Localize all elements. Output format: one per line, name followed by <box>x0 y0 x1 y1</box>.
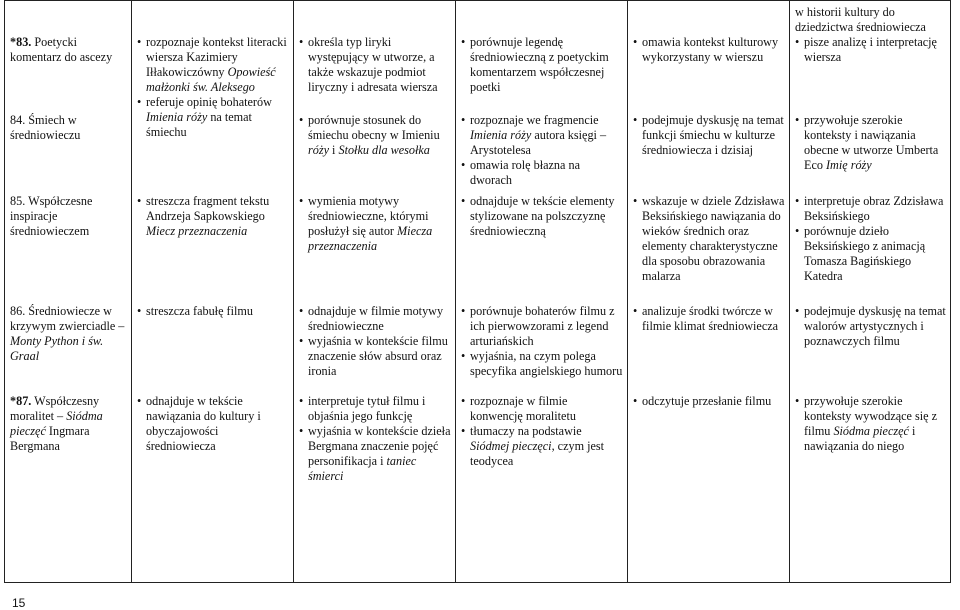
col2-seg-4 <box>137 394 289 454</box>
list-item: • rozpoznaje w filmie konwencję moralitetu <box>461 394 623 424</box>
list-item: • omawia rolę błazna na dworach <box>461 158 623 188</box>
list-item: • pisze analizę i interpretację wiersza <box>795 35 946 65</box>
list-item: • przywołuje szerokie konteksty wywodzące się z filmu Siódma pieczęć i nawiązania do niego <box>795 394 946 454</box>
col3-seg-2 <box>299 113 451 158</box>
col6-seg-4 <box>795 304 946 349</box>
col5-seg-4 <box>633 304 785 334</box>
list-item: • streszcza fabułę filmu <box>137 304 289 319</box>
list-item: • rozpoznaje we fragmencie Imienia róży autora księgi – Arystotelesa <box>461 113 623 158</box>
lesson-84: 84. Śmiech w średniowieczu <box>10 113 81 142</box>
col5-seg-3 <box>633 194 785 284</box>
col5-seg-1 <box>633 35 785 65</box>
page-number: 15 <box>12 596 26 610</box>
list-item: • wyjaśnia w kontekście dzieła Bergmana znaczenie pojęć personifikacja i taniec śmierci <box>299 424 451 484</box>
column-outstanding <box>790 1 951 583</box>
list-item: • referuje opinię bohaterów Imienia róży na temat śmiechu <box>137 95 289 140</box>
col6-seg-2 <box>795 113 946 173</box>
list-item: • przywołuje szerokie konteksty i nawiązania obecne w utworze Umberta Eco Imię róży <box>795 113 946 173</box>
col6-seg-3 <box>795 194 946 284</box>
column-intermediate <box>294 1 456 583</box>
lesson-column <box>5 1 132 583</box>
col3-seg-5 <box>299 394 451 484</box>
list-item: • porównuje bohaterów filmu z ich pierwowzorami z legend arturiańskich <box>461 304 623 349</box>
col4-seg-3 <box>461 194 623 239</box>
list-item: • odnajduje w tekście nawiązania do kultury i obyczajowości średniowiecza <box>137 394 289 454</box>
list-item: • porównuje stosunek do śmiechu obecny w Imieniu róży i Stołku dla wesołka <box>299 113 451 158</box>
list-item: • analizuje środki twórcze w filmie klimat średniowiecza <box>633 304 785 334</box>
col3-seg-3 <box>299 194 451 254</box>
list-item: • podejmuje dyskusję na temat funkcji śmiechu w kulturze średniowiecza i dzisiaj <box>633 113 785 158</box>
list-item: • interpretuje obraz Zdzisława Beksińskiego <box>795 194 946 224</box>
col2-seg-3 <box>137 304 289 319</box>
list-item: • porównuje dzieło Beksińskiego z animacją Tomasza Bagińskiego Katedra <box>795 224 946 284</box>
col3-seg-4 <box>299 304 451 379</box>
column-expert <box>628 1 790 583</box>
col2-seg-2 <box>137 194 289 239</box>
list-item: • porównuje legendę średniowieczną z poetyckim komentarzem współczesnej poetki <box>461 35 623 95</box>
lesson-83: *83. Poetycki komentarz do ascezy <box>10 35 113 64</box>
col4-seg-2 <box>461 113 623 188</box>
list-item: • streszcza fragment tekstu Andrzeja Sapkowskiego Miecz przeznaczenia <box>137 194 289 239</box>
list-item: • odczytuje przesłanie filmu <box>633 394 785 409</box>
list-item: • wymienia motywy średniowieczne, którymi posłużył się autor Miecza przeznaczenia <box>299 194 451 254</box>
col2-seg-1 <box>137 35 289 140</box>
curriculum-table <box>4 0 951 583</box>
col5-seg-5 <box>633 394 785 409</box>
list-item: • odnajduje w filmie motywy średniowieczne <box>299 304 451 334</box>
col6-seg-5 <box>795 394 946 454</box>
list-item: • określa typ liryki występujący w utworze, a także wskazuje podmiot liryczny i adresata wiersza <box>299 35 451 95</box>
list-item: • tłumaczy na podstawie Siódmej pieczęci, czym jest teodycea <box>461 424 623 469</box>
lesson-85: 85. Współczesne inspiracje średniowieczem <box>10 194 93 238</box>
col4-seg-4 <box>461 304 623 379</box>
column-basic <box>132 1 294 583</box>
col4-seg-5 <box>461 394 623 469</box>
col3-seg-1 <box>299 35 451 95</box>
list-item: • odnajduje w tekście elementy stylizowane na polszczyznę średniowieczną <box>461 194 623 239</box>
list-item: • omawia kontekst kulturowy wykorzystany w wierszu <box>633 35 785 65</box>
lesson-86: 86. Średniowiecze w krzywym zwierciadle – Monty Python i św. Graal <box>10 304 125 363</box>
lesson-87: *87. Współczesny moralitet – Siódma pieczęć Ingmara Bergmana <box>10 394 103 453</box>
list-item: • interpretuje tytuł filmu i objaśnia jego funkcję <box>299 394 451 424</box>
list-item: • wskazuje w dziele Zdzisława Beksińskiego nawiązania do wieków średnich oraz elementy charakterystyczne dla sposobu obrazowania malarza <box>633 194 785 284</box>
list-item: • wyjaśnia, na czym polega specyfika angielskiego humoru <box>461 349 623 379</box>
col5-seg-2 <box>633 113 785 158</box>
col6-seg-1: w historii kultury do dziedzictwa średniowiecza • pisze analizę i interpretację wiersza <box>795 5 946 65</box>
list-item: • rozpoznaje kontekst literacki wiersza Kazimiery Iłłakowiczówny Opowieść małżonki św. Aleksego <box>137 35 289 95</box>
list-item: • wyjaśnia w kontekście filmu znaczenie słów absurd oraz ironia <box>299 334 451 379</box>
list-item: • podejmuje dyskusję na temat walorów artystycznych i poznawczych filmu <box>795 304 946 349</box>
col4-seg-1 <box>461 35 623 95</box>
column-advanced <box>456 1 628 583</box>
